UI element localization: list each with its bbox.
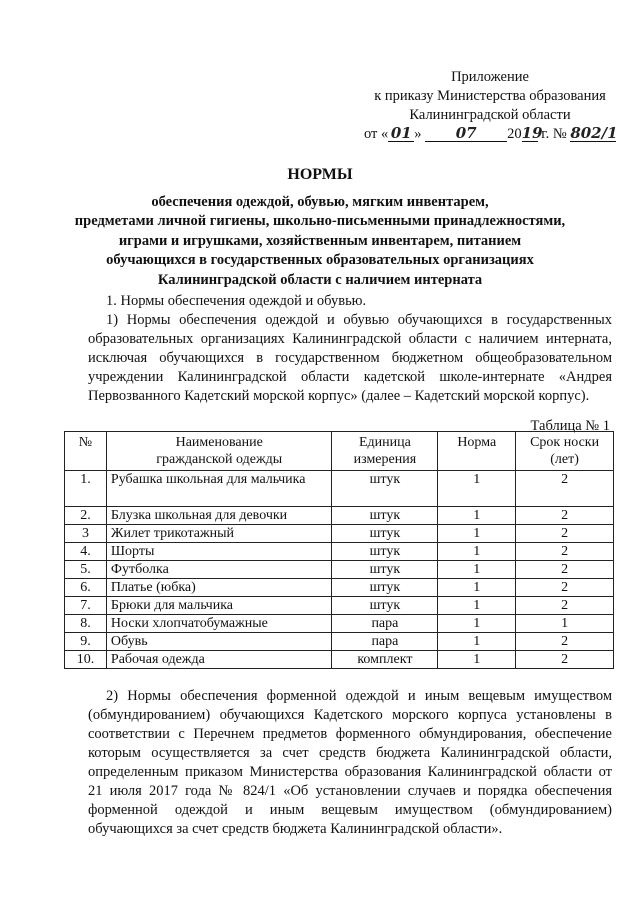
row-name: Платье (юбка): [106, 579, 332, 597]
row-norm: 1: [438, 525, 516, 543]
row-norm: 1: [438, 633, 516, 651]
row-num: 2.: [65, 507, 107, 525]
row-name: Носки хлопчатобумажные: [106, 615, 332, 633]
document-title: [60, 165, 580, 290]
row-term: 2: [516, 561, 614, 579]
section1: [88, 292, 612, 406]
table-caption: Таблица № 1: [530, 418, 610, 434]
row-num: 1.: [65, 471, 107, 507]
row-name: Брюки для мальчика: [106, 597, 332, 615]
row-term: 1: [516, 615, 614, 633]
row-num: 3: [65, 525, 107, 543]
table-row: [65, 615, 614, 633]
row-num: 7.: [65, 597, 107, 615]
table-header-row: [65, 432, 614, 471]
appendix-line2: к приказу Министерства образования: [374, 88, 606, 104]
appendix-line1: Приложение: [451, 69, 529, 85]
row-norm: 1: [438, 471, 516, 507]
row-norm: 1: [438, 579, 516, 597]
section1-text: 1) Нормы обеспечения одеждой и обувью обучающихся в государственных образовательных организациях Калининградской области с наличием интерната, исключая обучающихся в государственном бюджетном общеобразовательном учреждении Калининградской области кадетской школе-интернате «Андрея Первозванного Кадетский морской корпус» (далее – Кадетский морской корпус).: [88, 312, 612, 404]
table-row: [65, 471, 614, 507]
table-row: [65, 651, 614, 669]
date-month: 07: [425, 125, 507, 142]
appendix-date-line: [360, 125, 620, 144]
row-num: 9.: [65, 633, 107, 651]
row-name: Футболка: [106, 561, 332, 579]
row-term: 2: [516, 507, 614, 525]
row-unit: штук: [332, 471, 438, 507]
date-year: 19: [521, 124, 543, 142]
row-norm: 1: [438, 597, 516, 615]
table-row: [65, 543, 614, 561]
row-unit: комплект: [332, 651, 438, 669]
row-name: Шорты: [106, 543, 332, 561]
section2: [88, 687, 612, 839]
date-day: 01: [388, 125, 414, 142]
row-term: 2: [516, 633, 614, 651]
row-name: Обувь: [106, 633, 332, 651]
row-term: 2: [516, 525, 614, 543]
row-unit: штук: [332, 579, 438, 597]
table-row: [65, 579, 614, 597]
table-row: [65, 525, 614, 543]
section1-heading: 1. Нормы обеспечения одеждой и обувью.: [106, 293, 367, 309]
title-line4: обучающихся в государственных образовательных организациях: [106, 252, 534, 268]
title-line2: предметами личной гигиены, школьно-письменными принадлежностями,: [74, 213, 566, 229]
row-unit: пара: [332, 633, 438, 651]
row-term: 2: [516, 579, 614, 597]
row-term: 2: [516, 543, 614, 561]
table-row: [65, 507, 614, 525]
year-prefix: 20: [507, 126, 522, 142]
row-norm: 1: [438, 507, 516, 525]
row-name: Жилет трикотажный: [106, 525, 332, 543]
title-line1: обеспечения одеждой, обувью, мягким инвентарем,: [151, 193, 489, 210]
row-num: 10.: [65, 651, 107, 669]
order-number: 802/1: [570, 124, 618, 142]
header-term: Срок носки (лет): [516, 432, 614, 471]
date-prefix: от «: [364, 126, 389, 142]
year-end: г. №: [537, 126, 567, 142]
table-row: [65, 597, 614, 615]
norms-table: [64, 431, 614, 669]
appendix-line3: Калининградской области: [409, 107, 571, 123]
row-norm: 1: [438, 543, 516, 561]
row-unit: штук: [332, 543, 438, 561]
title-line3: играми и игрушками, хозяйственным инвентарем, питанием: [118, 232, 522, 249]
title-line5: Калининградской области с наличием интерната: [157, 271, 483, 288]
row-num: 6.: [65, 579, 107, 597]
table-row: [65, 561, 614, 579]
header-num: №: [65, 432, 107, 471]
row-term: 2: [516, 597, 614, 615]
row-norm: 1: [438, 651, 516, 669]
row-norm: 1: [438, 615, 516, 633]
row-unit: штук: [332, 561, 438, 579]
header-name: Наименование гражданской одежды: [106, 432, 332, 471]
row-num: 5.: [65, 561, 107, 579]
title-heading: НОРМЫ: [287, 166, 353, 183]
row-unit: штук: [332, 507, 438, 525]
date-mid: »: [414, 126, 422, 142]
row-term: 2: [516, 471, 614, 507]
appendix-block: [360, 68, 620, 144]
row-name: Блузка школьная для девочки: [106, 507, 332, 525]
row-name: Рубашка школьная для мальчика: [106, 471, 332, 507]
row-norm: 1: [438, 561, 516, 579]
row-num: 8.: [65, 615, 107, 633]
row-name: Рабочая одежда: [106, 651, 332, 669]
row-unit: пара: [332, 615, 438, 633]
row-num: 4.: [65, 543, 107, 561]
row-term: 2: [516, 651, 614, 669]
header-unit: Единица измерения: [332, 432, 438, 471]
section2-text: 2) Нормы обеспечения форменной одеждой и иным вещевым имуществом (обмундированием) обучающихся Кадетского морского корпуса установлены в соответствии с Перечнем предметов форменного обмундирования, обеспечение которым осуществляется за счет средств бюджета Калининградской области, определенным приказом Министерства образования Калининградской области от 21 июля 2017 года № 824/1 «Об установлении случаев и порядка обеспечения форменной одеждой и иным вещевым имуществом (обмундированием) обучающихся за счет средств бюджета Калининградской области».: [88, 688, 612, 837]
table-row: [65, 633, 614, 651]
row-unit: штук: [332, 597, 438, 615]
row-unit: штук: [332, 525, 438, 543]
header-norm: Норма: [438, 432, 516, 471]
